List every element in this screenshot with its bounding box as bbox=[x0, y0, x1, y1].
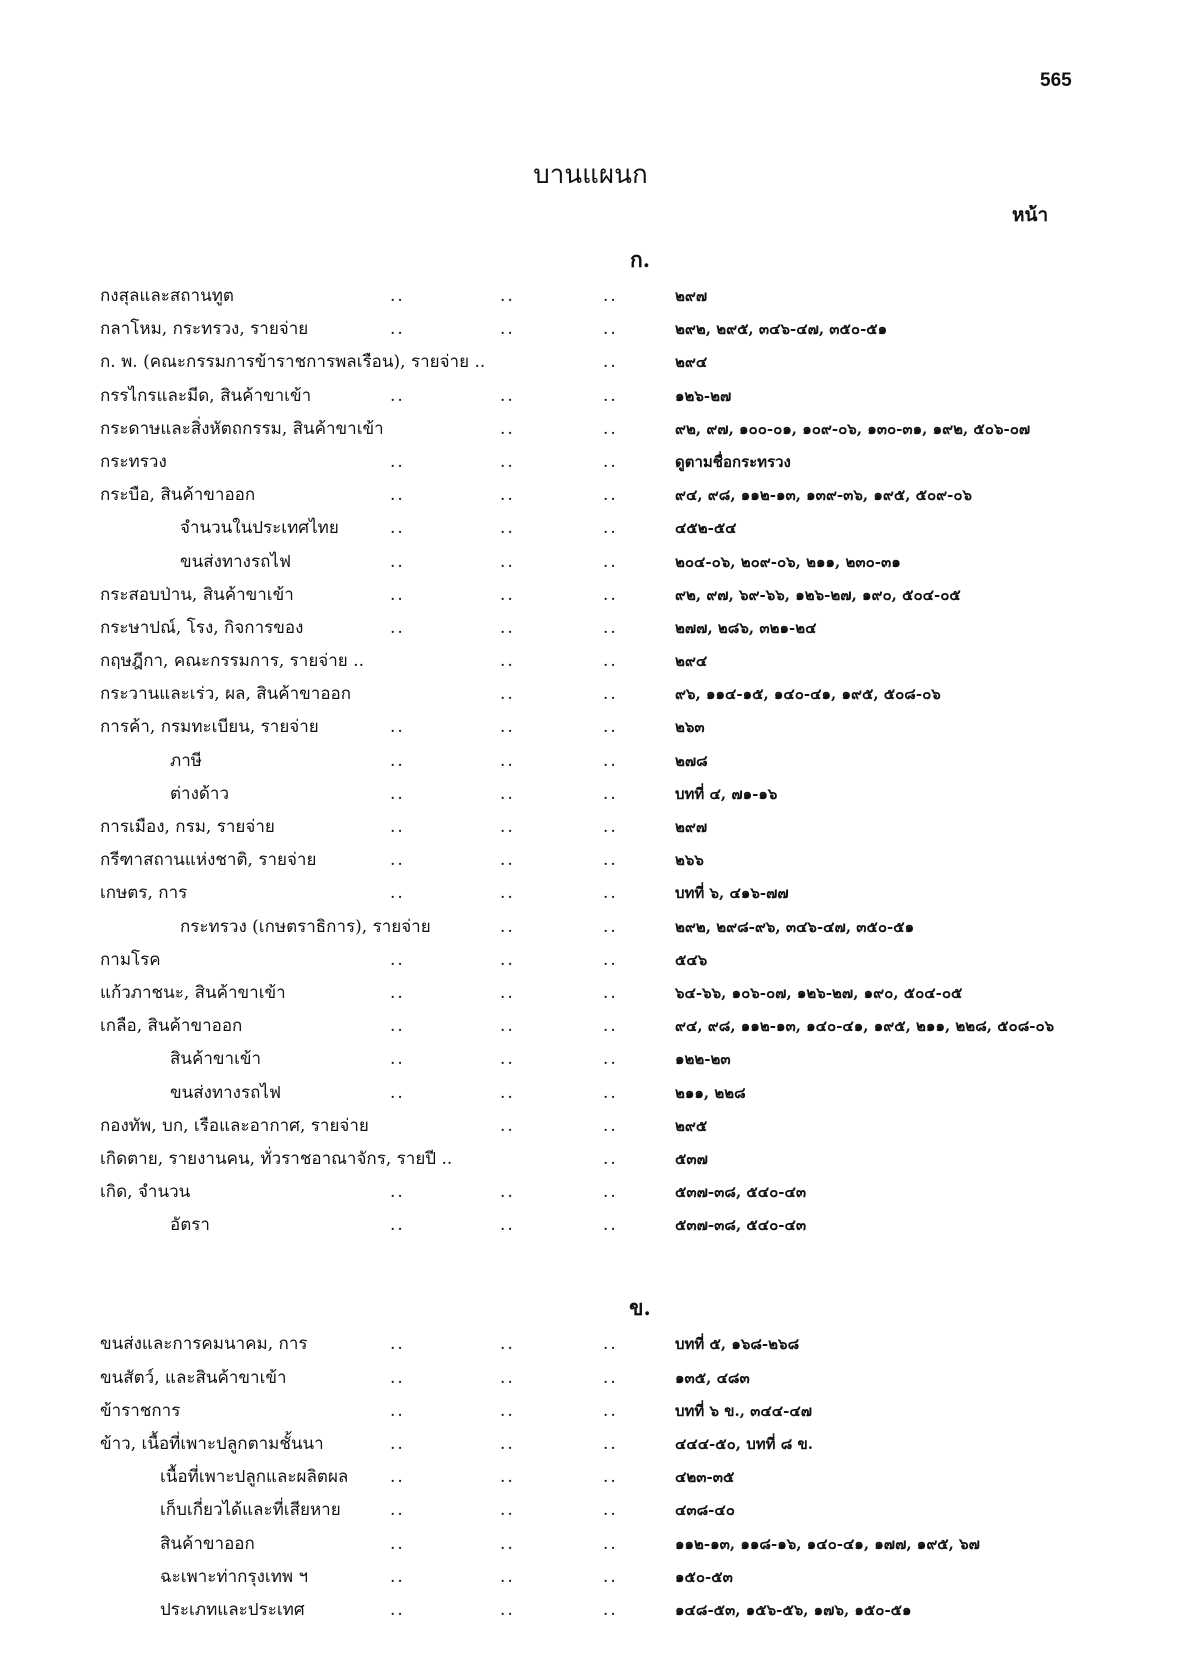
leader-dots: .. bbox=[603, 1467, 618, 1488]
index-entry bbox=[100, 911, 1100, 944]
index-pages: ๔๔๔-๕๐, บทที่ ๘ ข. bbox=[675, 1435, 814, 1453]
index-term: ฉะเพาะท่ากรุงเทพ ฯ bbox=[160, 1566, 309, 1587]
index-entry bbox=[100, 512, 1100, 545]
leader-dots: .. bbox=[390, 1434, 405, 1454]
leader-dots: .. bbox=[603, 518, 618, 539]
index-term: เกลือ, สินค้าขาออก bbox=[100, 1016, 243, 1037]
index-pages: ๑๒๖-๒๗ bbox=[675, 386, 732, 405]
index-pages: ๕๓๗-๓๘, ๕๔๐-๔๓ bbox=[675, 1216, 807, 1235]
leader-dots: .. bbox=[390, 750, 405, 771]
leader-dots: .. bbox=[390, 717, 405, 738]
leader-dots: .. bbox=[390, 982, 405, 1003]
index-pages: ๑๕๐-๕๓ bbox=[675, 1567, 733, 1586]
index-term: ข้าว, เนื้อที่เพาะปลูกตามชั้นนา bbox=[100, 1434, 324, 1454]
index-term: กระสอบป่าน, สินค้าขาเข้า bbox=[100, 584, 294, 605]
leader-dots: .. bbox=[390, 1533, 405, 1554]
index-term: การเมือง, กรม, รายจ่าย bbox=[100, 817, 275, 837]
index-entry bbox=[100, 380, 1100, 413]
index-term: กระวานและเร่ว, ผล, สินค้าขาออก bbox=[100, 684, 352, 705]
index-entry bbox=[100, 745, 1100, 778]
index-entry bbox=[100, 1362, 1100, 1395]
index-pages: ดูตามชื่อกระทรวง bbox=[675, 452, 791, 471]
index-entry bbox=[100, 413, 1100, 446]
leader-dots: .. bbox=[603, 1148, 618, 1169]
index-pages: ๙๒, ๙๗, ๖๙-๖๖, ๑๒๖-๒๗, ๑๙๐, ๕๐๔-๐๕ bbox=[675, 585, 961, 604]
index-term: เนื้อที่เพาะปลูกและผลิตผล bbox=[160, 1467, 349, 1488]
section-kho-entries bbox=[100, 1328, 1100, 1627]
leader-dots: .. bbox=[500, 319, 515, 340]
index-term: กระทรวง bbox=[100, 451, 167, 472]
index-term: จำนวนในประเทศไทย bbox=[180, 518, 339, 539]
leader-dots: .. bbox=[500, 1533, 515, 1554]
leader-dots: .. bbox=[390, 1049, 405, 1070]
index-entry bbox=[100, 1110, 1100, 1143]
leader-dots: .. bbox=[500, 1599, 515, 1620]
leader-dots: .. bbox=[603, 982, 618, 1003]
leader-dots: .. bbox=[500, 451, 515, 472]
leader-dots: .. bbox=[390, 1182, 405, 1203]
leader-dots: .. bbox=[390, 617, 405, 638]
index-pages: ๒๑๑, ๒๒๘ bbox=[675, 1083, 746, 1102]
leader-dots: .. bbox=[500, 1115, 515, 1136]
leader-dots: .. bbox=[500, 1334, 515, 1355]
leader-dots: .. bbox=[603, 1016, 618, 1037]
leader-dots: .. bbox=[500, 1082, 515, 1103]
index-term: กรรไกรและมีด, สินค้าขาเข้า bbox=[100, 385, 312, 406]
index-pages: ๒๙๔ bbox=[675, 652, 708, 671]
leader-dots: .. bbox=[390, 1215, 405, 1236]
index-pages: ๑๓๕, ๔๘๓ bbox=[675, 1368, 750, 1387]
leader-dots: .. bbox=[603, 949, 618, 970]
leader-dots: .. bbox=[500, 1467, 515, 1488]
index-pages: ๔๓๘-๔๐ bbox=[675, 1501, 735, 1520]
leader-dots: .. bbox=[390, 385, 405, 406]
index-pages: ๑๑๒-๑๓, ๑๑๘-๑๖, ๑๔๐-๔๑, ๑๗๗, ๑๙๕, ๖๗ bbox=[675, 1534, 980, 1553]
index-pages: ๙๔, ๙๘, ๑๑๒-๑๓, ๑๓๙-๓๖, ๑๙๕, ๕๐๙-๐๖ bbox=[675, 486, 973, 505]
index-pages: ๕๔๖ bbox=[675, 950, 708, 969]
page-number: 565 bbox=[1040, 70, 1072, 91]
index-term: ก. พ. (คณะกรรมการข้าราชการพลเรือน), รายจ่าย .. bbox=[100, 352, 486, 373]
index-entry bbox=[100, 711, 1100, 744]
index-term: กลาโหม, กระทรวง, รายจ่าย bbox=[100, 319, 309, 340]
leader-dots: .. bbox=[603, 1082, 618, 1103]
leader-dots: .. bbox=[603, 1599, 618, 1620]
leader-dots: .. bbox=[603, 451, 618, 472]
leader-dots: .. bbox=[390, 883, 405, 904]
index-entry bbox=[100, 877, 1100, 910]
leader-dots: .. bbox=[390, 817, 405, 837]
leader-dots: .. bbox=[500, 850, 515, 871]
leader-dots: .. bbox=[390, 485, 405, 506]
index-entry bbox=[100, 313, 1100, 346]
leader-dots: .. bbox=[603, 1533, 618, 1554]
leader-dots: .. bbox=[603, 1566, 618, 1587]
index-pages: ๒๙๔ bbox=[675, 353, 708, 372]
leader-dots: .. bbox=[603, 684, 618, 705]
section-gap bbox=[100, 1242, 1100, 1288]
index-term: ภาษี bbox=[170, 750, 202, 771]
leader-dots: .. bbox=[390, 1500, 405, 1521]
leader-dots: .. bbox=[603, 717, 618, 738]
index-term: ประเภทและประเทศ bbox=[160, 1599, 305, 1620]
leader-dots: .. bbox=[603, 1400, 618, 1421]
leader-dots: .. bbox=[500, 385, 515, 406]
leader-dots: .. bbox=[603, 916, 618, 937]
index-entry bbox=[100, 1176, 1100, 1209]
leader-dots: .. bbox=[390, 551, 405, 572]
index-term: กองทัพ, บก, เรือและอากาศ, รายจ่าย bbox=[100, 1115, 369, 1136]
leader-dots: .. bbox=[603, 319, 618, 340]
leader-dots: .. bbox=[500, 617, 515, 638]
section-ka-entries bbox=[100, 280, 1100, 1242]
index-term: สินค้าขาเข้า bbox=[170, 1049, 262, 1070]
index-entry bbox=[100, 1328, 1100, 1361]
index-term: กระทรวง (เกษตราธิการ), รายจ่าย bbox=[180, 916, 431, 937]
leader-dots: .. bbox=[603, 1334, 618, 1355]
leader-dots: .. bbox=[603, 352, 618, 373]
leader-dots: .. bbox=[390, 1016, 405, 1037]
leader-dots: .. bbox=[390, 451, 405, 472]
leader-dots: .. bbox=[603, 883, 618, 904]
index-pages: ๒๖๖ bbox=[675, 851, 704, 870]
leader-dots: .. bbox=[390, 1599, 405, 1620]
index-term: การค้า, กรมทะเบียน, รายจ่าย bbox=[100, 717, 319, 738]
leader-dots: .. bbox=[603, 1367, 618, 1388]
leader-dots: .. bbox=[603, 286, 618, 306]
leader-dots: .. bbox=[500, 916, 515, 937]
leader-dots: .. bbox=[603, 750, 618, 771]
section-letter-ka: ก. bbox=[629, 247, 651, 272]
leader-dots: .. bbox=[500, 1367, 515, 1388]
index-entry bbox=[100, 1561, 1100, 1594]
index-pages: ๙๒, ๙๗, ๑๐๐-๐๑, ๑๐๙-๐๖, ๑๓๐-๓๑, ๑๙๒, ๕๐๖-๐๗ bbox=[675, 419, 1031, 438]
leader-dots: .. bbox=[390, 1400, 405, 1421]
leader-dots: .. bbox=[500, 1182, 515, 1203]
leader-dots: .. bbox=[603, 1115, 618, 1136]
leader-dots: .. bbox=[500, 418, 515, 439]
index-entry bbox=[100, 645, 1100, 678]
leader-dots: .. bbox=[603, 1215, 618, 1236]
index-term: เกษตร, การ bbox=[100, 883, 188, 904]
leader-dots: .. bbox=[500, 518, 515, 539]
index-pages: บทที่ ๕, ๑๖๘-๒๖๘ bbox=[675, 1335, 800, 1354]
index-entry bbox=[100, 678, 1100, 711]
leader-dots: .. bbox=[500, 1400, 515, 1421]
index-pages: ๒๐๔-๐๖, ๒๐๙-๐๖, ๒๑๑, ๒๓๐-๓๑ bbox=[675, 552, 901, 571]
index-entry bbox=[100, 1395, 1100, 1428]
leader-dots: .. bbox=[603, 617, 618, 638]
index-entry bbox=[100, 479, 1100, 512]
leader-dots: .. bbox=[500, 949, 515, 970]
index-pages: ๒๙๒, ๒๙๘-๙๖, ๓๔๖-๔๗, ๓๕๐-๕๑ bbox=[675, 917, 915, 936]
index-term: เก็บเกี่ยวได้และที่เสียหาย bbox=[160, 1500, 341, 1521]
index-pages: ๒๗๗, ๒๘๖, ๓๒๑-๒๔ bbox=[675, 618, 817, 637]
index-entry bbox=[100, 1428, 1100, 1461]
leader-dots: .. bbox=[500, 883, 515, 904]
index-entry bbox=[100, 944, 1100, 977]
index-pages: ๙๖, ๑๑๔-๑๕, ๑๔๐-๔๑, ๑๙๕, ๕๐๘-๐๖ bbox=[675, 685, 941, 704]
index-entry bbox=[100, 1209, 1100, 1242]
leader-dots: .. bbox=[500, 651, 515, 672]
section-letter-kho: ข. bbox=[629, 1295, 651, 1321]
page-title: บานแผนก bbox=[533, 160, 648, 190]
leader-dots: .. bbox=[603, 1049, 618, 1070]
index-term: เกิด, จำนวน bbox=[100, 1182, 191, 1203]
leader-dots: .. bbox=[603, 850, 618, 871]
leader-dots: .. bbox=[603, 651, 618, 672]
index-entry bbox=[100, 1494, 1100, 1527]
leader-dots: .. bbox=[500, 1434, 515, 1454]
index-pages: ๒๗๘ bbox=[675, 751, 708, 770]
leader-dots: .. bbox=[390, 1082, 405, 1103]
index-pages: ๔๕๒-๕๔ bbox=[675, 519, 737, 538]
leader-dots: .. bbox=[390, 518, 405, 539]
index-term: ต่างด้าว bbox=[170, 783, 230, 804]
index-term: เกิดตาย, รายงานคน, ทั่วราชอาณาจักร, รายปี .. bbox=[100, 1148, 453, 1169]
leader-dots: .. bbox=[390, 1566, 405, 1587]
index-entry bbox=[100, 1461, 1100, 1494]
index-entry bbox=[100, 1077, 1100, 1110]
index-term: อัตรา bbox=[170, 1215, 210, 1236]
index-entry bbox=[100, 612, 1100, 645]
leader-dots: .. bbox=[500, 982, 515, 1003]
index-entry bbox=[100, 844, 1100, 877]
leader-dots: .. bbox=[390, 850, 405, 871]
leader-dots: .. bbox=[603, 584, 618, 605]
leader-dots: .. bbox=[390, 949, 405, 970]
index-entry bbox=[100, 546, 1100, 579]
leader-dots: .. bbox=[390, 1367, 405, 1388]
leader-dots: .. bbox=[500, 1016, 515, 1037]
index-term: ขนสัตว์, และสินค้าขาเข้า bbox=[100, 1367, 287, 1388]
leader-dots: .. bbox=[500, 783, 515, 804]
leader-dots: .. bbox=[500, 750, 515, 771]
index-term: ขนส่งทางรถไฟ bbox=[180, 551, 291, 572]
index-term: กฤษฎีกา, คณะกรรมการ, รายจ่าย .. bbox=[100, 651, 364, 672]
leader-dots: .. bbox=[500, 286, 515, 306]
index-term: สินค้าขาออก bbox=[160, 1533, 255, 1554]
index-pages: ๒๙๕ bbox=[675, 1116, 708, 1135]
index-pages: ๒๖๓ bbox=[675, 718, 705, 737]
index-pages: ๕๓๗-๓๘, ๕๔๐-๔๓ bbox=[675, 1183, 807, 1202]
leader-dots: .. bbox=[603, 817, 618, 837]
leader-dots: .. bbox=[500, 717, 515, 738]
index-pages: ๕๓๗ bbox=[675, 1149, 708, 1168]
leader-dots: .. bbox=[500, 584, 515, 605]
index-entry bbox=[100, 1143, 1100, 1176]
leader-dots: .. bbox=[603, 385, 618, 406]
index-entry bbox=[100, 346, 1100, 379]
leader-dots: .. bbox=[500, 551, 515, 572]
index-pages: ๔๒๓-๓๕ bbox=[675, 1468, 735, 1487]
leader-dots: .. bbox=[390, 1334, 405, 1355]
index-entry bbox=[100, 811, 1100, 844]
leader-dots: .. bbox=[603, 783, 618, 804]
leader-dots: .. bbox=[500, 485, 515, 506]
page-column-heading: หน้า bbox=[1012, 204, 1049, 226]
index-term: แก้วภาชนะ, สินค้าขาเข้า bbox=[100, 982, 286, 1003]
leader-dots: .. bbox=[390, 1467, 405, 1488]
leader-dots: .. bbox=[603, 418, 618, 439]
index-term: ขนส่งทางรถไฟ bbox=[170, 1082, 281, 1103]
index-pages: ๙๔, ๙๘, ๑๑๒-๑๓, ๑๔๐-๔๑, ๑๙๕, ๒๑๑, ๒๒๘, ๕๐๘-๐๖ bbox=[675, 1017, 1055, 1036]
index-term: กามโรค bbox=[100, 949, 161, 970]
index-pages: ๒๙๒, ๒๙๕, ๓๔๖-๔๗, ๓๕๐-๕๑ bbox=[675, 320, 888, 339]
index-pages: ๒๙๗ bbox=[675, 818, 708, 836]
leader-dots: .. bbox=[500, 1500, 515, 1521]
leader-dots: .. bbox=[500, 1566, 515, 1587]
index-term: กรีฑาสถานแห่งชาติ, รายจ่าย bbox=[100, 850, 317, 871]
leader-dots: .. bbox=[603, 551, 618, 572]
index-pages: ๒๙๗ bbox=[675, 287, 708, 305]
index-pages: บทที่ ๖ ข., ๓๔๔-๔๗ bbox=[675, 1401, 812, 1420]
index-term: กระบือ, สินค้าขาออก bbox=[100, 485, 256, 506]
index-entry bbox=[100, 1010, 1100, 1043]
leader-dots: .. bbox=[500, 684, 515, 705]
leader-dots: .. bbox=[603, 1182, 618, 1203]
index-entry bbox=[100, 1528, 1100, 1561]
index-term: กงสุลและสถานทูต bbox=[100, 286, 234, 306]
leader-dots: .. bbox=[500, 1049, 515, 1070]
index-pages: บทที่ ๔, ๗๑-๑๖ bbox=[675, 784, 778, 803]
index-pages: บทที่ ๖, ๔๑๖-๗๗ bbox=[675, 884, 789, 903]
index-entry bbox=[100, 446, 1100, 479]
leader-dots: .. bbox=[500, 1215, 515, 1236]
index-pages: ๑๔๘-๕๓, ๑๕๖-๕๖, ๑๗๖, ๑๕๐-๕๑ bbox=[675, 1600, 912, 1619]
index-term: กระษาปณ์, โรง, กิจการของ bbox=[100, 617, 304, 638]
index-term: ขนส่งและการคมนาคม, การ bbox=[100, 1334, 308, 1355]
index-entry bbox=[100, 778, 1100, 811]
index-list bbox=[100, 240, 1100, 1627]
index-term: กระดาษและสิ่งหัตถกรรม, สินค้าขาเข้า bbox=[100, 418, 384, 439]
index-entry bbox=[100, 977, 1100, 1010]
leader-dots: .. bbox=[390, 319, 405, 340]
index-pages: ๖๔-๖๖, ๑๐๖-๐๗, ๑๒๖-๒๗, ๑๙๐, ๕๐๔-๐๕ bbox=[675, 983, 963, 1002]
leader-dots: .. bbox=[500, 817, 515, 837]
index-entry bbox=[100, 1594, 1100, 1627]
leader-dots: .. bbox=[390, 783, 405, 804]
leader-dots: .. bbox=[603, 1500, 618, 1521]
index-entry bbox=[100, 280, 1100, 313]
leader-dots: .. bbox=[390, 584, 405, 605]
index-term: ข้าราชการ bbox=[100, 1400, 181, 1421]
leader-dots: .. bbox=[603, 1434, 618, 1454]
index-pages: ๑๒๒-๒๓ bbox=[675, 1050, 731, 1069]
index-entry bbox=[100, 1043, 1100, 1076]
leader-dots: .. bbox=[603, 485, 618, 506]
leader-dots: .. bbox=[390, 286, 405, 306]
index-entry bbox=[100, 579, 1100, 612]
